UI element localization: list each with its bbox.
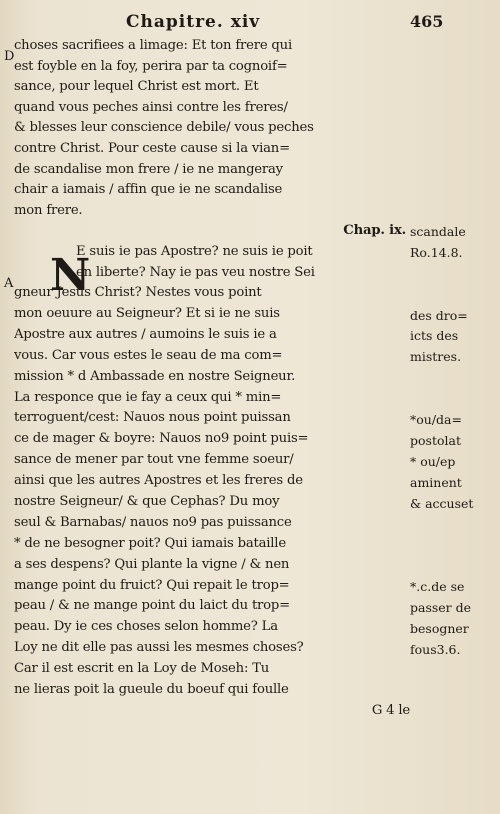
text-line: sance, pour lequel Christ est mort. Et: [14, 79, 259, 95]
text-line: gneur Jesus Christ? Nestes vous point: [14, 285, 262, 301]
text-line: est foyble en la foy, perira par ta cognoif=: [14, 58, 288, 74]
margin-note: [410, 535, 496, 556]
margin-note: & accuset: [410, 495, 474, 511]
margin-note: *.c.de se: [410, 579, 465, 595]
text-line: E suis ie pas Apostre? ne suis ie poit: [76, 243, 313, 259]
main-text-column: [14, 36, 414, 722]
catchword: G 4 le: [371, 702, 410, 718]
section-letter-d: D: [4, 49, 15, 64]
text-line: a ses despens? Qui plante la vigne / & nen: [14, 556, 290, 572]
text-line: chair a iamais / affin que ie ne scandalise: [14, 182, 283, 198]
text-line: sance de mener par tout vne femme soeur/: [14, 452, 294, 468]
text-line: mon oeuure au Seigneur? Et si ie ne suis: [14, 306, 280, 322]
margin-note: [410, 264, 496, 285]
margin-note: [410, 285, 496, 306]
text-line: choses sacrifiees a limage: Et ton frere qui: [14, 38, 292, 53]
text-line: peau / & ne mange point du laict du trop=: [14, 598, 290, 614]
margin-note: Ro.14.8.: [410, 244, 463, 260]
text-line: en liberte? Nay ie pas veu nostre Sei: [76, 264, 315, 280]
margin-note: scandale: [410, 224, 466, 239]
running-header: [0, 12, 500, 36]
margin-note: *ou/da=: [410, 412, 462, 428]
margin-note: passer de: [410, 600, 472, 616]
margin-note: [410, 368, 496, 389]
margin-note: fous3.6.: [410, 641, 461, 657]
margin-note: [410, 514, 496, 535]
text-block-body: [14, 283, 414, 701]
text-line: mon frere.: [14, 202, 83, 218]
text-line: Apostre aux autres / aumoins le suis ie a: [14, 326, 277, 342]
text-line: Car il est escrit en la Loy de Moseh: Tu: [14, 661, 270, 677]
text-block-top: [14, 36, 414, 221]
text-line: mange point du fruict? Qui repait le trop=: [14, 577, 290, 593]
text-line: La responce que ie fay a ceux qui * min=: [14, 389, 282, 405]
text-line: peau. Dy ie ces choses selon homme? La: [14, 619, 278, 635]
text-line: terroguent/cest: Nauos nous point puissan: [14, 410, 291, 426]
text-line: de scandalise mon frere / ie ne mangeray: [14, 161, 283, 177]
text-line: nostre Seigneur/ & que Cephas? Du moy: [14, 494, 280, 510]
margin-notes: [410, 222, 496, 661]
text-line: ce de mager & boyre: Nauos no9 point puis=: [14, 431, 309, 447]
running-title: Chapitre. xiv: [126, 12, 261, 32]
margin-note: * ou/ep: [410, 453, 456, 469]
margin-note: mistres.: [410, 349, 462, 365]
text-line: ne lieras poit la gueule du boeuf qui foulle: [14, 682, 289, 698]
text-line: seul & Barnabas/ nauos no9 pas puissance: [14, 514, 292, 530]
margin-note: icts des: [410, 328, 459, 344]
text-line: ainsi que les autres Apostres et les freres de: [14, 473, 303, 489]
text-line: * de ne besogner poit? Qui iamais bataille: [14, 535, 286, 551]
margin-note: [410, 389, 496, 410]
text-line: Loy ne dit elle pas aussi les mesmes choses?: [14, 640, 304, 656]
margin-note: besogner: [410, 620, 469, 636]
margin-note: [410, 556, 496, 577]
margin-note: aminent: [410, 474, 462, 490]
text-line: mission * d Ambassade en nostre Seigneur.: [14, 368, 296, 384]
text-line: & blesses leur conscience debile/ vous peches: [14, 120, 314, 136]
margin-note: des dro=: [410, 307, 468, 323]
margin-note: postolat: [410, 432, 461, 448]
text-line: contre Christ. Pour ceste cause si la vian=: [14, 140, 290, 156]
chapter-heading: Chap. ix.: [343, 223, 406, 239]
text-line: vous. Car vous estes le seau de ma com=: [14, 347, 283, 363]
section-letter-a: A: [4, 276, 14, 291]
text-line: quand vous peches ainsi contre les freres/: [14, 99, 288, 115]
drop-cap-initial: N: [50, 250, 91, 301]
page-number: 465: [410, 12, 444, 31]
